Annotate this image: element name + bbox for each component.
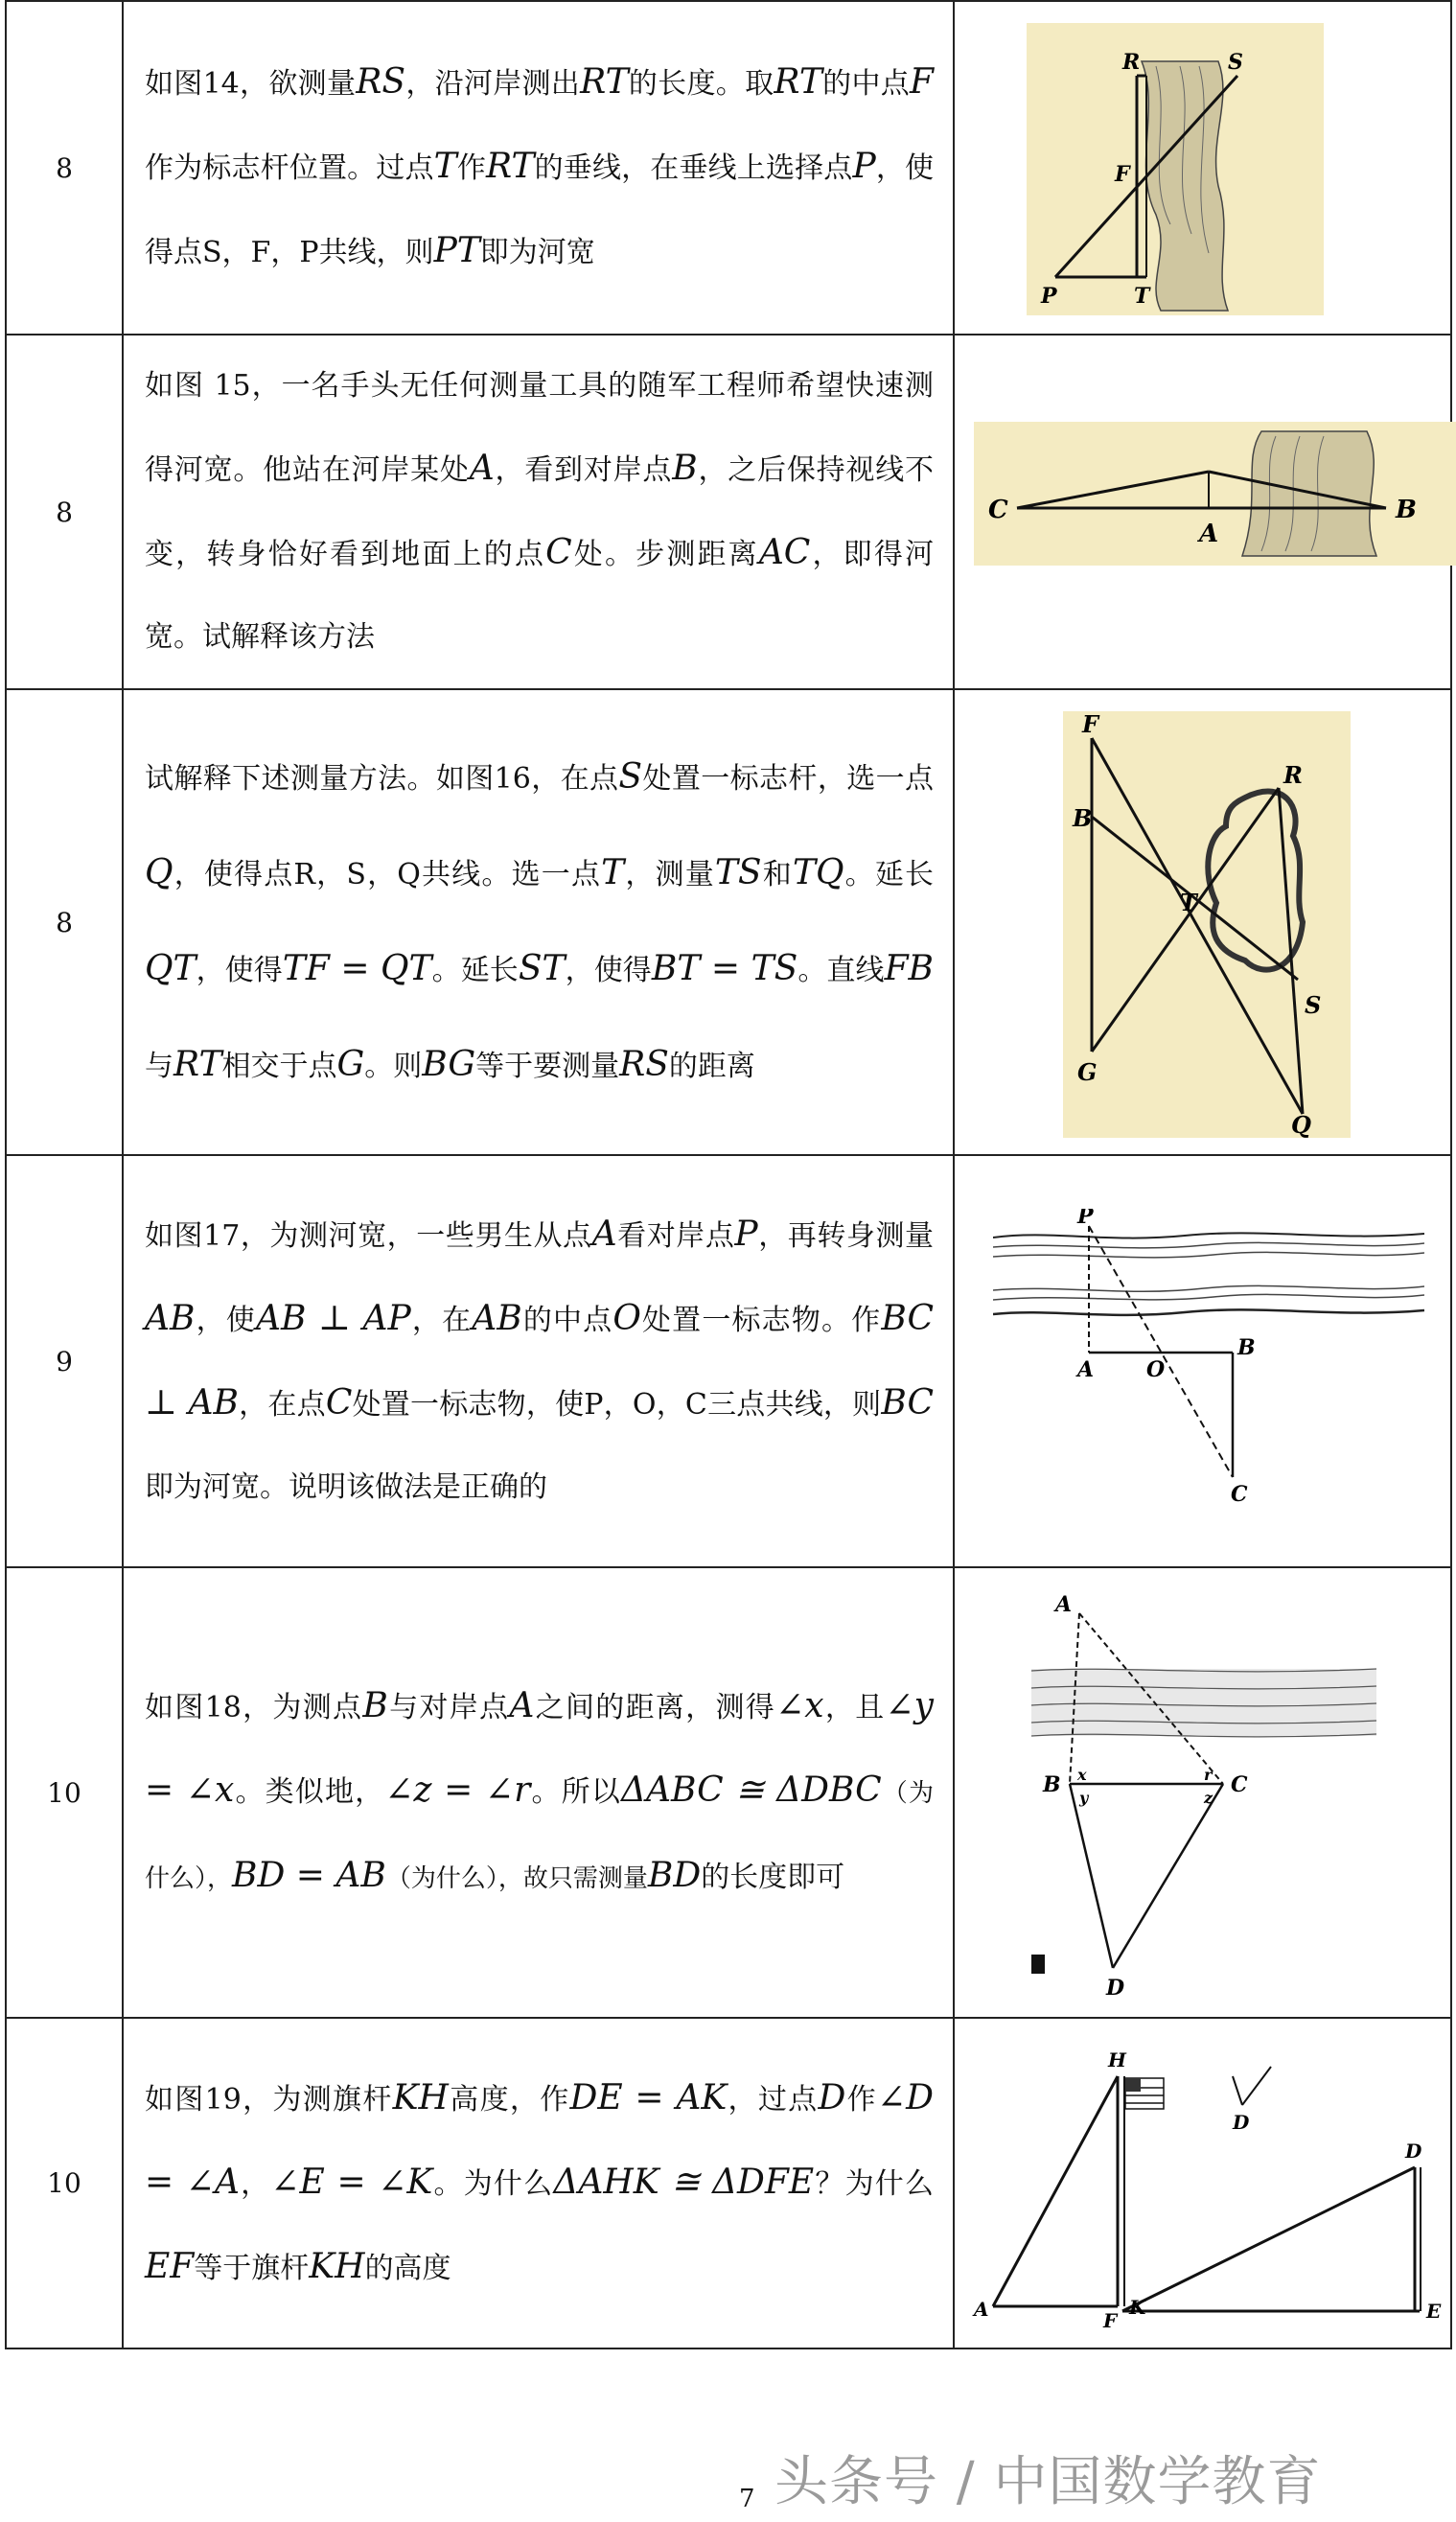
label: r [1204,1766,1213,1784]
label: S [1305,991,1322,1019]
label: D [1405,2140,1422,2163]
label: E [1426,2300,1442,2323]
label: D [1233,2111,1250,2134]
watermark: 头条号 / 中国数学教育 [774,2451,1322,2513]
problem-text: 如图19，为测旗杆KH高度，作DE = AK，过点D作∠D = ∠A，∠E = ∠K。为什么ΔAHK ≅ ΔDFE？为什么EF等于旗杆KH的高度 [123,2018,954,2348]
figure-17 [993,1209,1424,1525]
label: O [1146,1357,1166,1382]
table-row [6,2018,1451,2348]
table-row [6,335,1451,689]
label: H [1108,2048,1126,2071]
label: A [1077,1357,1095,1382]
figure-cell [954,335,1451,689]
row-number: 8 [6,1,123,335]
label: z [1204,1789,1213,1807]
label: K [1129,2296,1146,2319]
row-number: 10 [6,1567,123,2018]
label: C [1231,1482,1248,1507]
row-number: 8 [6,689,123,1155]
label: R [1283,761,1303,789]
problem-text: 如图 15，一名手头无任何测量工具的随军工程师希望快速测得河宽。他站在河岸某处A，看到对岸点B，之后保持视线不变，转身恰好看到地面上的点C处。步测距离AC，即得河宽。试解释该方法 [123,335,954,689]
label: P [1041,284,1057,309]
label: B [1043,1772,1061,1797]
figure-14 [1027,23,1324,315]
figure-15 [974,422,1456,566]
table-row [6,1567,1451,2018]
label: F [1115,162,1130,187]
label: C [1231,1772,1248,1797]
problem-text: 如图18，为测点B与对岸点A之间的距离，测得∠x，且∠y = ∠x。类似地，∠z = ∠r。所以ΔABC ≅ ΔDBC（为什么），BD = AB（为什么），故只需测量BD的长度即可 [123,1567,954,2018]
label: S [1228,50,1243,75]
problems-table [5,0,1452,2349]
label: A [1199,520,1219,548]
label: P [1077,1209,1094,1229]
figure-cell [954,1155,1451,1567]
label: A [974,2298,989,2321]
problem-text: 如图14，欲测量RS，沿河岸测出RT的长度。取RT的中点F作为标志杆位置。过点T作RT的垂线，在垂线上选择点P，使得点S，F，P共线，则PT即为河宽 [123,1,954,335]
label: R [1122,50,1141,75]
row-number: 10 [6,2018,123,2348]
label: F [1082,711,1099,738]
label: B [1237,1335,1256,1360]
table-row [6,689,1451,1155]
figure-16 [1063,711,1351,1138]
figure-19 [964,2038,1456,2335]
problem-text: 如图17，为测河宽，一些男生从点A看对岸点P，再转身测量AB，使AB ⊥ AP，在AB的中点O处置一标志物。作BC ⊥ AB，在点C处置一标志物，使P，O，C三点共线，则BC即为河宽。说明该做法是正确的 [123,1155,954,1567]
label: A [1055,1592,1073,1617]
table-row [6,1,1451,335]
label: D [1106,1976,1125,2001]
label: F [1103,2309,1118,2332]
label: T [1180,889,1197,916]
label: x [1077,1766,1087,1784]
figure-cell [954,689,1451,1155]
figure-cell [954,1,1451,335]
page-number: 7 [739,2485,755,2513]
label: T [1134,284,1150,309]
label: G [1077,1058,1098,1086]
row-number: 8 [6,335,123,689]
figure-18 [1003,1592,1415,2004]
label: C [988,496,1008,524]
row-number: 9 [6,1155,123,1567]
problem-text: 试解释下述测量方法。如图16，在点S处置一标志杆，选一点Q，使得点R，S，Q共线。选一点T，测量TS和TQ。延长QT，使得TF = QT。延长ST，使得BT = TS。直线FB与RT相交于点G。则BG等于要测量RS的距离 [123,689,954,1155]
label: Q [1291,1111,1311,1138]
label: y [1079,1789,1089,1807]
figure-cell [954,2018,1451,2348]
table-row [6,1155,1451,1567]
label: B [1396,496,1417,524]
label: B [1073,804,1093,832]
figure-cell [954,1567,1451,2018]
